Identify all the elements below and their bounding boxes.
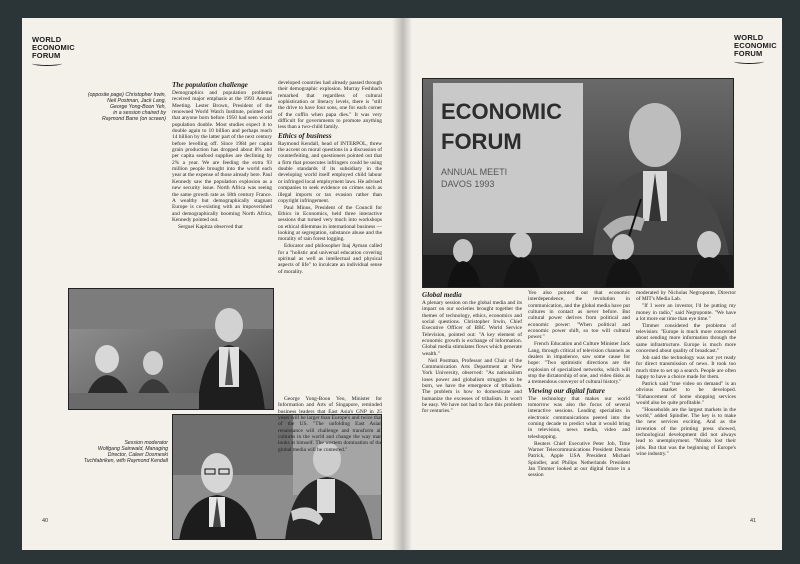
logo-line-2: ECONOMIC [734,41,777,50]
photo-kennedy-brown-kapitza [68,288,274,410]
paragraph: "Households are the largest markets in the world," added Spindler. The key is to make the new services exciting. And as the invention of the printing press showed, technological development did not always lead to unemployment. "Monks lost their jobs. But that was the beginning of Europe's wine industry." [636,406,736,458]
page-number-right: 41 [750,518,757,524]
paragraph: A plenary session on the global media and its impact on our societies brought together the themes of technology, ethics, economics and social questions. Christopher Irwin, Chief Executive Officer of BBC World Service Television, pointed out: "A key element of economic growth is exchange of information. Global media stimulates flows which generate wealth." [422,300,522,357]
caption-line: Neil Postman, Jack Lang, [107,98,166,104]
paragraph: French Education and Culture Minister Jack Lang, through critical of television channels as dealers in impatience, saw some cause for hope: "Two optimistic directions are the explosion of specialized networks, which will stop the dictatorship of one, and video disks as a tremendous conveyor of cultural history." [528,341,630,386]
logo-line-3: FORUM [32,51,61,60]
wef-logo-left [32,36,75,66]
left-page [22,18,400,550]
logo-line-1: WORLD [734,33,764,42]
column-digital-future [528,290,630,542]
paragraph: Raymond Kendall, head of INTERPOL, threw the accent on moral questions in a discussion of counterfeiting, and questioners pointed out that a firm that prosecutes infringers could be using double standards if its subsidiary in the developing world itself employed child labour or infringed local employment laws. He advised companies to seek evidence on crimes such as illegal imports or tax evasion rather than copyright infringement. [278,140,382,204]
caption-line: in a session chaired by [113,110,166,116]
caption-session-moderator [68,440,168,464]
paragraph: Patrick said "true video on demand" is an obvious market to be developed. "Enhancement of home shopping services would also be quite profitable." [636,380,736,406]
caption-line: Raymond Barre (on screen) [101,116,166,122]
heading-population-challenge: The population challenge [172,81,248,89]
paragraph: Job said the technology was not yet ready for direct transmission of news. It took too much time to set up a search. People are often happy to have a choice made for them. [636,354,736,380]
logo-line-3: FORUM [734,49,763,58]
heading-ethics-of-business: Ethics of business [278,131,332,140]
caption-line: Session moderator [124,440,168,446]
column-population [172,80,272,302]
paragraph: developed countries had already passed through their demographic explosion. Murray Feshbach remarked that regardless of cultural sophistication or literacy levels, there is "still the drive to have four sons, one for each corner of the coffin when papa dies." It was very difficult for governments to promote anything less than a two-child family. [278,80,382,131]
column-yeo [278,396,382,542]
caption-opposite-page [62,92,166,122]
paragraph: Timmer considered the problems of television: "Europe is much more concerned about sending more information through the same infrastructure. Europe is much more concerned about quality of broadcast." [636,322,736,355]
paragraph: Educator and philosopher Inaj Ayman called for a "holistic and universal education covering spiritual as well as intellectual and physical aspects of life" to inculcate an individual sense of morality. [278,243,382,275]
column-ethics [278,80,382,390]
page-number-left: 40 [42,518,49,524]
paragraph: Serguei Kapitza observed that [178,223,243,230]
backdrop-text-davos: DAVOS 1993 [441,179,495,189]
paragraph: Reuters Chief Executive Peter Job, Time Warner Telecommunications President Dennis Patrick, Apple USA President Michael Spindler, and Philips Netherlands President Jan Timmer looked at our digital future in a session [528,440,630,479]
heading-global-media: Global media [422,291,462,299]
logo-line-1: WORLD [32,35,62,44]
backdrop-text-economic: ECONOMIC [441,99,562,124]
paragraph: George Yong-Boon Yeo, Minister for Information and Arts of Singapore, reminded business leaders that East Asia's GNP in 25 years will be larger than Europe's and twice that of the US. "The unfolding East Asian renaissance will challenge and transform all cultures in the world and change the way man looks at himself. The western domination of the global media will be contested." [278,396,382,453]
column-negroponte [636,290,736,542]
paragraph: Paul Minus, President of the Council for Ethics in Economics, held three interactive sessions that turned very much into workshops on ethical dilemmas in international business — looking at segregation, substance abuse and the morality of rain forest logging. [278,204,382,243]
caption-line: Tuchfabriken, with Raymond Kendall [83,458,168,464]
backdrop-text-forum: FORUM [441,129,522,154]
paragraph: Demographics and population problems received major emphasis at the 1993 Annual Meeting. Lester Brown, President of the renowned World Watch Institute, pointed out that anyone born before 1950 had seen world population double. Most studies expect it to double again to 10 billion and perhaps reach 14 billion by the latter part of the next century before levelling off. Since 1984 per capita grain production has dropped about 8% and per capita seafood supplies are declining by 2% a year. We are feeding the extra 93 million people brought into the world each year at the expense of those already here. Paul Kennedy saw the population explosion as a new security issue. North Africa was seeing the same growth rate as 18th century France. A wealthy but demographically stagnant Europe is co-existing with an impoverished and demographically booming North Africa, Kennedy pointed out. [172,90,272,223]
caption-line: George Yong-Boon Yeh, [109,104,166,110]
column-global-media [422,290,522,542]
right-page [400,18,782,550]
logo-line-2: ECONOMIC [32,43,75,52]
caption-line: Wolfgang Sainwald, Managing [97,446,168,452]
wef-logo-right [734,34,777,64]
logo-arc-icon [734,59,764,64]
logo-arc-icon [32,61,62,66]
backdrop-text-annual-meeting: ANNUAL MEETI [441,167,508,177]
paragraph: Yeo also pointed out that economic interdependence, the revolution in communication, and the global media have put cultures in contact as never before. But cultural power derives from political and economic power: "When political and economic power shift, so too will cultural power." [528,290,630,341]
paragraph: Neil Postman, Professor and Chair of the Communication Arts Department at New York University, observed: "As nationalism loses power and globalism struggles to be born, we have the emergence of tribalism. The problem is how to domesticate and humanize the excesses of tribalism. It won't be easy. We have not had to face this problem for centuries." [422,357,522,415]
paragraph: The technology that makes our world tomorrow was also the focus of several interactive sessions. Leading specialists in electronic communications peered into the coming decade to predict what it would bring in television, news media, video and teleshopping. [528,395,630,440]
paragraph: "If I were an investor, I'd be putting my money in radio," said Negroponte. "We have a lot more ear time than eye time." [636,303,736,322]
caption-line: Director, Caleer Dosmeski [107,452,168,458]
paragraph: moderated by Nicholas Negroponte, Director of MIT's Media Lab. [636,290,736,303]
heading-viewing-digital-future: Viewing our digital future [528,386,605,395]
magazine-spread [22,18,782,550]
photo-global-media-session [422,78,734,288]
caption-line: (opposite page) Christopher Irwin, [87,92,166,98]
